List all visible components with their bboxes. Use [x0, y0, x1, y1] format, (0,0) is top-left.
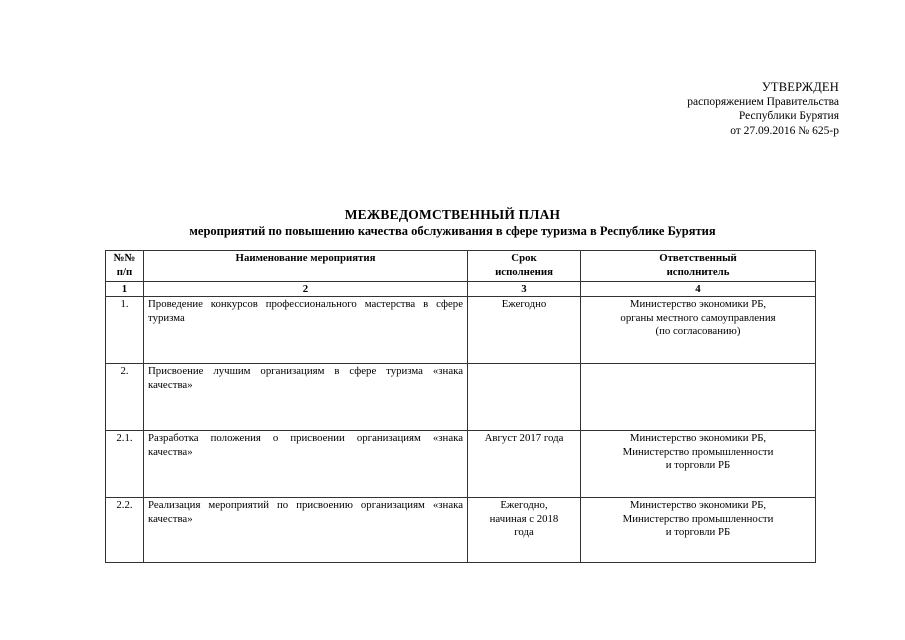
- row-date-line: начиная с 2018: [489, 512, 559, 525]
- column-number-row: [106, 282, 816, 297]
- row-resp-line: органы местного самоуправления: [620, 311, 776, 324]
- table-row: [106, 297, 816, 364]
- row-resp-line: Министерство промышленности: [622, 512, 774, 525]
- row-date-line: Ежегодно: [501, 298, 547, 310]
- row-resp-line: Министерство экономики РБ,: [629, 432, 767, 444]
- row-responsible: [581, 498, 816, 563]
- header-date-line: исполнения: [495, 265, 553, 278]
- column-number: 4: [581, 282, 816, 297]
- row-date-line: года: [514, 526, 534, 538]
- header-date: [468, 251, 581, 282]
- table-header-row: [106, 251, 816, 282]
- header-name: [144, 251, 468, 282]
- row-date-line: Ежегодно,: [500, 499, 548, 511]
- row-responsible: [581, 431, 816, 498]
- title-line-2: мероприятий по повышению качества обслуживания в сфере туризма в Республике Бурятия: [189, 224, 716, 238]
- document-title: [0, 206, 905, 240]
- row-responsible: [581, 364, 816, 431]
- approval-line-2: Республики Бурятия: [738, 110, 839, 122]
- header-num: [106, 251, 144, 282]
- approval-block: [687, 80, 839, 138]
- row-responsible: [581, 297, 816, 364]
- row-name: Реализация мероприятий по присвоению организациям «знака качества»: [144, 498, 468, 563]
- plan-table: [105, 250, 816, 563]
- row-number: 1.: [106, 297, 144, 364]
- header-num-line: №№: [113, 252, 136, 264]
- header-date-line: Срок: [511, 252, 537, 264]
- row-name: Проведение конкурсов профессионального мастерства в сфере туризма: [144, 297, 468, 364]
- row-date-line: Август 2017 года: [484, 432, 564, 444]
- table-row: [106, 498, 816, 563]
- row-date: [468, 297, 581, 364]
- row-number: 2.2.: [106, 498, 144, 563]
- row-name: Разработка положения о присвоении организациям «знака качества»: [144, 431, 468, 498]
- row-resp-line: (по согласованию): [655, 325, 741, 337]
- row-resp-line: Министерство экономики РБ,: [629, 499, 767, 511]
- row-resp-line: и торговли РБ: [665, 459, 731, 471]
- row-resp-line: Министерство промышленности: [622, 445, 774, 458]
- header-name-line: Наименование мероприятия: [235, 252, 376, 264]
- row-resp-line: и торговли РБ: [665, 526, 731, 538]
- row-resp-line: Министерство экономики РБ,: [629, 298, 767, 310]
- column-number: 3: [468, 282, 581, 297]
- approval-word: УТВЕРЖДЕН: [761, 80, 839, 94]
- column-number: 1: [106, 282, 144, 297]
- row-date: [468, 364, 581, 431]
- header-resp: [581, 251, 816, 282]
- row-date: [468, 498, 581, 563]
- table-row: [106, 364, 816, 431]
- table-row: [106, 431, 816, 498]
- row-number: 2.1.: [106, 431, 144, 498]
- approval-line-1: распоряжением Правительства: [687, 95, 839, 108]
- header-num-line: п/п: [116, 265, 133, 278]
- row-number: 2.: [106, 364, 144, 431]
- title-line-1: МЕЖВЕДОМСТВЕННЫЙ ПЛАН: [344, 207, 561, 222]
- row-name: Присвоение лучшим организациям в сфере туризма «знака качества»: [144, 364, 468, 431]
- row-date: [468, 431, 581, 498]
- header-resp-line: Ответственный: [659, 252, 737, 264]
- header-resp-line: исполнитель: [666, 265, 730, 278]
- column-number: 2: [144, 282, 468, 297]
- approval-line-3: от 27.09.2016 № 625-р: [730, 124, 839, 137]
